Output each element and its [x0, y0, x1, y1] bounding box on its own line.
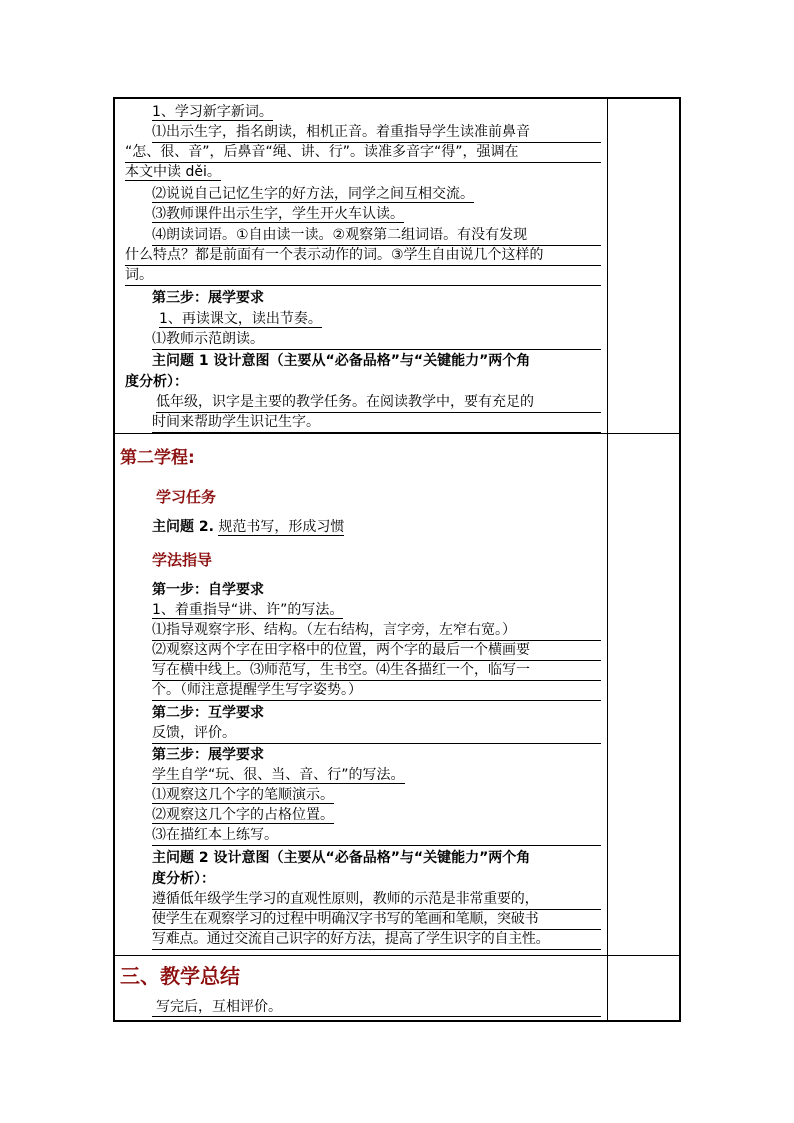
task-1-title: 1、学习新字新词。: [152, 104, 273, 120]
text-line: ⑵观察这两个字在田字格中的位置，两个字的最后一个横画要: [152, 640, 601, 661]
text-line: ⑷朗读词语。①自由读一读。②观察第二组词语。有没有发现: [152, 225, 601, 246]
section-1-cell: [115, 99, 607, 433]
step-1-title: 第一步：自学要求: [152, 582, 264, 598]
text-line: ⑴观察这几个字的笔顺演示。: [152, 787, 334, 803]
text-line: ⑵观察这几个字的占格位置。: [152, 807, 334, 823]
task-label: 学习任务: [156, 488, 217, 506]
text-line: 词。: [125, 265, 601, 286]
text-line: ⑶在描红本上练写。: [152, 825, 601, 846]
step-2-title: 第二步：互学要求: [152, 705, 264, 721]
section-3-cell: [115, 955, 607, 1024]
text-line: ⑴指导观察字形、结构。（左右结构，言字旁，左窄右宽。）: [152, 620, 601, 641]
text-line: 写完后，互相评价。: [152, 997, 601, 1017]
section-2-cell: [115, 433, 607, 955]
intent-title-cont: 度分析）：: [152, 871, 215, 887]
text-line: 写在横中线上。⑶师范写，生书空。⑷生各描红一个，临写一: [152, 660, 601, 681]
text-line: 1、着重指导“讲、许”的写法。: [152, 602, 344, 618]
section-2-heading: 第二学程:: [120, 448, 195, 468]
text-line: 时间来帮助学生识记生字。: [152, 412, 601, 433]
lesson-plan-table: [113, 97, 681, 1022]
main-question-text: 规范书写，形成习惯: [218, 519, 345, 535]
step-3-title: 第三步：展学要求: [152, 747, 264, 763]
text-line: 使学生在观察学习的过程中明确汉字书写的笔画和笔顺，突破书: [152, 909, 601, 930]
text-line: 低年级，识字是主要的教学任务。在阅读教学中，要有充足的: [156, 392, 601, 413]
step-3-title: 第三步：展学要求: [152, 290, 264, 306]
method-label: 学法指导: [152, 551, 213, 569]
intent-title: 主问题 1 设计意图（主要从“必备品格”与“关键能力”两个角: [152, 353, 531, 369]
text-line: 什么特点？都是前面有一个表示动作的词。③学生自由说几个这样的: [125, 245, 601, 266]
intent-title-cont: 度分析）：: [125, 374, 188, 390]
text-line: ⑴出示生字，指名朗读，相机正音。着重指导学生读准前鼻音: [152, 122, 601, 143]
text-line: 本文中读 děi。: [125, 164, 221, 180]
text-line: ⑵说说自己记忆生字的好方法，同学之间互相交流。: [152, 186, 474, 202]
text-line: 遵循低年级学生学习的直观性原则，教师的示范是非常重要的，: [152, 889, 601, 910]
text-line: 1、再读课文，读出节奏。: [159, 311, 322, 327]
text-line: 个。（师注意提醒学生写字姿势。）: [152, 680, 601, 701]
text-line: 学生自学“玩、很、当、音、行”的写法。: [152, 767, 405, 783]
section-3-heading: 三、教学总结: [120, 964, 240, 988]
intent-title: 主问题 2 设计意图（主要从“必备品格”与“关键能力”两个角: [152, 850, 531, 866]
text-line: 反馈，评价。: [152, 723, 601, 744]
text-line: 写难点。通过交流自己识字的好方法，提高了学生识字的自主性。: [152, 929, 601, 950]
text-line: ⑶教师课件出示生字，学生开火车认读。: [152, 206, 404, 222]
main-question-prefix: 主问题 2.: [152, 519, 214, 535]
text-line: “怎、很、音”，后鼻音“绳、讲、行”。读准多音字“得”，强调在: [125, 142, 601, 163]
text-line: ⑴教师示范朗读。: [152, 329, 601, 350]
